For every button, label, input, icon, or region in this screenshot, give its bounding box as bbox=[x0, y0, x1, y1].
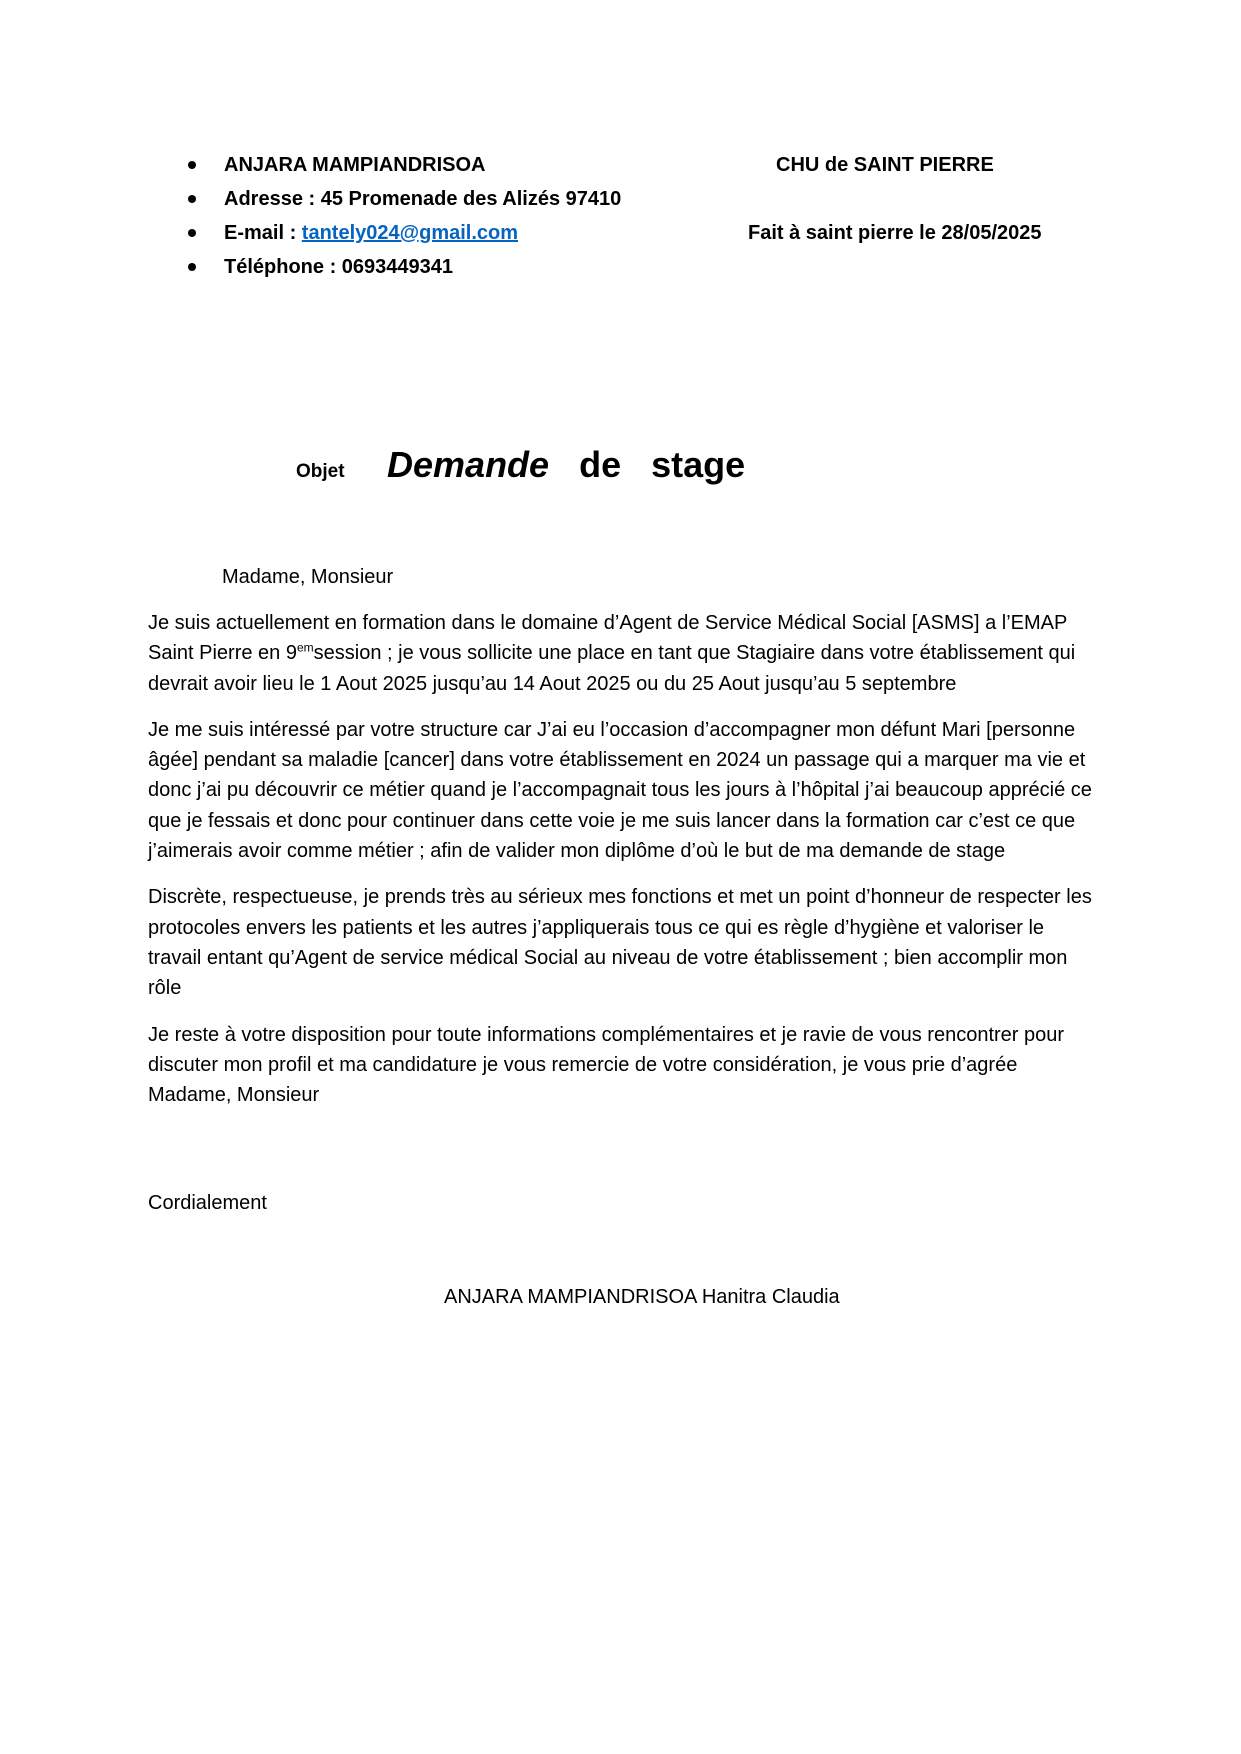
letter-body bbox=[148, 608, 1098, 1126]
paragraph-1-superscript: em bbox=[296, 640, 314, 655]
bullet-icon bbox=[188, 229, 196, 237]
phone-label: Téléphone : bbox=[224, 256, 342, 278]
salutation: Madame, Monsieur bbox=[222, 566, 394, 588]
subject-title-rest: de stage bbox=[579, 444, 746, 485]
sender-name: ANJARA MAMPIANDRISOA bbox=[224, 154, 486, 176]
subject-label: Objet bbox=[296, 461, 345, 482]
sender-info-list bbox=[188, 148, 621, 284]
date-line: Fait à saint pierre le 28/05/2025 bbox=[748, 222, 1042, 244]
sender-phone: 0693449341 bbox=[341, 256, 454, 278]
bullet-icon bbox=[188, 263, 196, 271]
sender-name-item bbox=[188, 148, 621, 182]
paragraph-2: Je me suis intéressé par votre structure car J’ai eu l’occasion d’accompagner mon défunt Mari [personne âgée] pendant sa maladie [cancer] dans votre établissement en 2024 un passage qui a marquer ma vie et donc j’ai pu découvrir ce métier quand je l’accompagnait tous les jours à l’hôpital j’ai beaucoup apprécié ce que je fessais et donc pour continuer dans cette voie je me suis lancer dans la formation car c’est ce que j’aimerais avoir comme métier ; afin de valider mon diplôme d’où le but de ma demande de stage bbox=[148, 718, 1092, 863]
sender-email-item bbox=[188, 216, 621, 250]
paragraph-1-part-b: session ; je vous sollicite une place en tant que Stagiaire dans votre établissement qui devrait avoir lieu le 1 Aout 2025 jusqu’au 14 Aout 2025 ou du 25 Aout jusqu’au 5 septembre bbox=[148, 642, 1076, 695]
paragraph-1-part-a: Je suis actuellement en formation dans le domaine d’Agent de Service Médical Social [ASMS] a l’EMAP Saint Pierre en 9 bbox=[148, 612, 1067, 665]
address-label: Adresse : bbox=[224, 188, 321, 210]
email-label: E-mail : bbox=[224, 222, 302, 244]
sender-address: 45 Promenade des Alizés 97410 bbox=[320, 188, 622, 210]
closing: Cordialement bbox=[148, 1192, 267, 1214]
paragraph-4: Je reste à votre disposition pour toute informations complémentaires et je ravie de vous rencontrer pour discuter mon profil et ma candidature je vous remercie de votre considération, je vous prie d’agrée Madame, Monsieur bbox=[148, 1023, 1065, 1107]
subject-title bbox=[387, 444, 745, 485]
recipient: CHU de SAINT PIERRE bbox=[776, 154, 994, 176]
sender-address-item bbox=[188, 182, 621, 216]
bullet-icon bbox=[188, 195, 196, 203]
sender-phone-item bbox=[188, 250, 621, 284]
bullet-icon bbox=[188, 161, 196, 169]
paragraph-1 bbox=[148, 608, 1098, 699]
paragraph-3: Discrète, respectueuse, je prends très au sérieux mes fonctions et met un point d’honneur de respecter les protocoles envers les patients et les autres j’appliquerais tous ce qui es règle d’hygiène et valoriser le travail entant qu’Agent de service médical Social au niveau de votre établissement ; bien accomplir mon rôle bbox=[148, 886, 1092, 1000]
subject-title-italic: Demande bbox=[387, 444, 550, 485]
signature: ANJARA MAMPIANDRISOA Hanitra Claudia bbox=[444, 1286, 840, 1308]
email-link[interactable]: tantely024@gmail.com bbox=[301, 222, 519, 244]
subject-line bbox=[296, 444, 745, 496]
